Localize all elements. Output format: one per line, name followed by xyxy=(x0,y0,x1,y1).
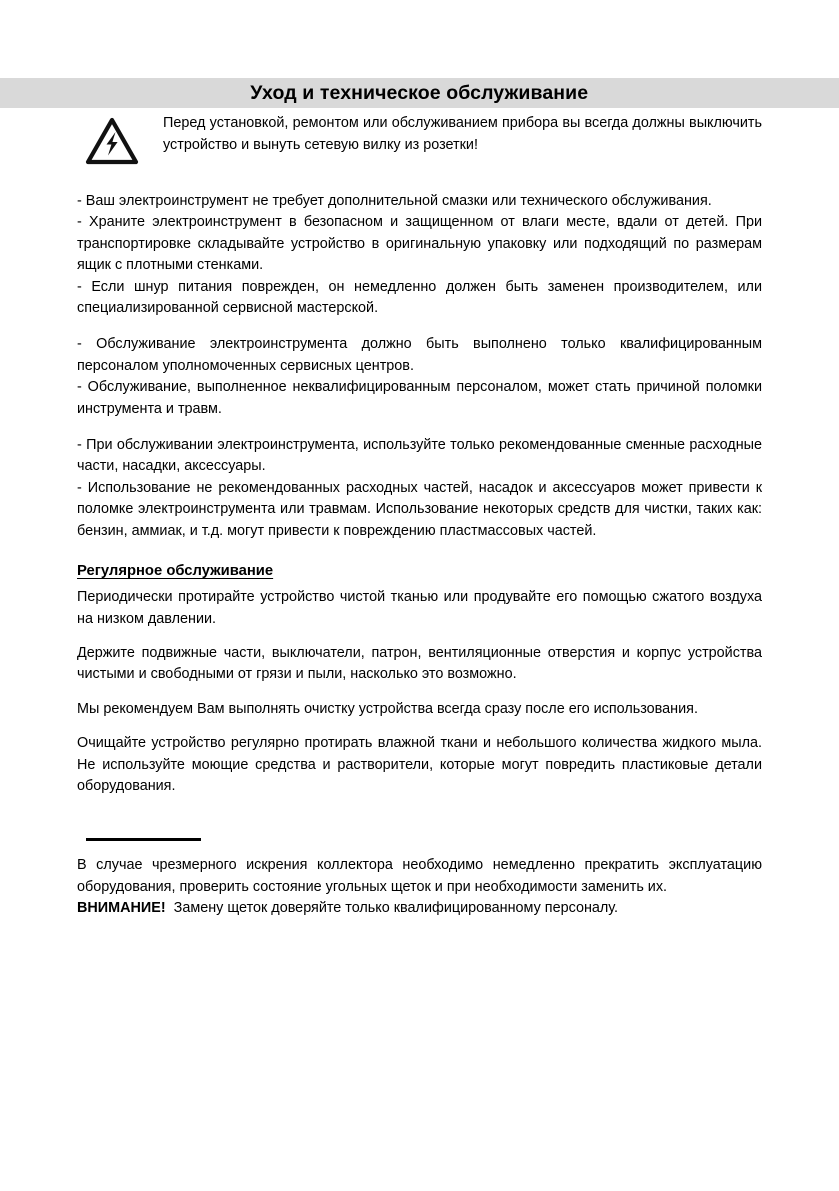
paragraph-gap xyxy=(77,319,762,334)
maintenance-note: - Ваш электроинструмент не требует дополнительной смазки или технического обслуживания. xyxy=(77,193,712,209)
warning-callout xyxy=(77,113,762,171)
document-content xyxy=(77,113,762,920)
footnote-rule-wrap xyxy=(77,838,762,841)
attention-line xyxy=(77,898,762,919)
attention-text: Замену щеток доверяйте только квалифицированному персоналу. xyxy=(173,900,619,917)
recommended-parts-note: - При обслуживании электроинструмента, используйте только рекомендованные сменные расходные части, насадки, аксессуары. xyxy=(77,437,762,475)
clean-after-use-note: Мы рекомендуем Вам выполнять очистку устройства всегда сразу после его использования. xyxy=(77,700,698,717)
wipe-device-note: Периодически протирайте устройство чистой тканью или продувайте его помощью сжатого воздуха на низком давлении. xyxy=(77,589,762,627)
non-recommended-parts-note: - Использование не рекомендованных расходных частей, насадок и аксессуаров может привести к поломке электроинструмента или травмам. Использование некоторых средств для чистки, таких как: бензин, аммиак, и т.д. могут привести к повреждению пластмассовых частей. xyxy=(77,479,762,539)
regular-service-heading: Регулярное обслуживание xyxy=(77,563,274,580)
damp-cloth-note: Очищайте устройство регулярно протирать влажной ткани и небольшого количества жидкого мыла. Не используйте моющие средства и растворители, которые могут повредить пластиковые детали оборудования. xyxy=(77,735,762,794)
section-gap xyxy=(77,542,762,561)
paragraph-gap xyxy=(77,420,762,435)
footnote-block xyxy=(77,855,762,919)
commutator-sparking-note: В случае чрезмерного искрения коллектора необходимо немедленно прекратить эксплуатацию оборудования, проверить состояние угольных щеток и при необходимости заменить их. xyxy=(77,857,762,895)
paragraph-gap xyxy=(77,720,762,733)
paragraph-gap xyxy=(77,630,762,643)
footnote-spacer xyxy=(77,797,762,838)
page-header-band xyxy=(0,78,839,108)
warning-triangle-lightning-icon xyxy=(85,117,139,165)
footnote-separator-rule xyxy=(86,838,201,841)
regular-service-section xyxy=(77,561,762,797)
power-cord-note: - Если шнур питания поврежден, он немедленно должен быть заменен производителем, или специализированной сервисной мастерской. xyxy=(77,278,762,317)
unqualified-personnel-note: - Обслуживание, выполненное неквалифицированным персоналом, может стать причиной поломки инструмента и травм. xyxy=(77,379,762,417)
paragraph-gap xyxy=(77,686,762,699)
keep-parts-clean-note: Держите подвижные части, выключатели, патрон, вентиляционные отверстия и корпус устройства чистыми и свободными от грязи и пыли, насколько это возможно. xyxy=(77,644,762,683)
storage-note: - Храните электроинструмент в безопасном и защищенном от влаги месте, вдали от детей. При транспортировке складывайте устройство в оригинальную упаковку или подходящий по размерам ящик с плотными стенками. xyxy=(77,214,762,274)
qualified-personnel-note: - Обслуживание электроинструмента должно быть выполнено только квалифицированным персоналом уполномоченных сервисных центров. xyxy=(77,336,762,374)
attention-label: ВНИМАНИЕ! xyxy=(77,900,166,917)
warning-text: Перед установкой, ремонтом или обслуживанием прибора вы всегда должны выключить устройство и вынуть сетевую вилку из розетки! xyxy=(163,115,762,153)
page-title: Уход и техническое обслуживание xyxy=(250,81,589,104)
